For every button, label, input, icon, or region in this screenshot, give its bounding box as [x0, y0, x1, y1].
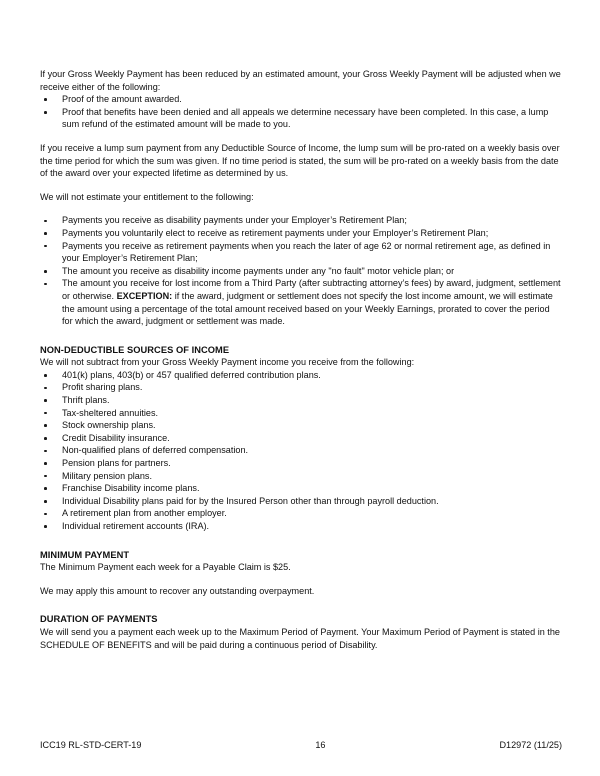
list-item-text: Individual Disability plans paid for by the Insured Person other than through payroll deduction. [62, 495, 439, 506]
spacer [40, 533, 562, 549]
bullet-icon [44, 487, 47, 490]
exception-label: EXCEPTION: [116, 290, 173, 301]
bullet-icon [44, 111, 47, 114]
bullet-icon [44, 475, 47, 478]
list-item [40, 457, 562, 470]
bullet-icon [44, 245, 47, 248]
non-deductible-lead: We will not subtract from your Gross Weekly Payment income you receive from the following: [40, 357, 415, 368]
section-heading-duration-of-payments: DURATION OF PAYMENTS [40, 614, 158, 625]
bullet-icon [44, 462, 47, 465]
spacer [40, 180, 562, 191]
list-item [40, 93, 562, 106]
list-item-text: Payments you receive as disability payments under your Employer’s Retirement Plan; [62, 215, 407, 226]
list-item-text: Non-qualified plans of deferred compensation. [62, 445, 249, 456]
footer-page-number: 16 [315, 740, 326, 750]
list-item [40, 265, 562, 278]
list-item-text: Pension plans for partners. [62, 458, 171, 469]
page-footer [40, 739, 562, 751]
list-item-text: The amount you receive as disability income payments under any "no fault" motor vehicle plan; or [62, 265, 455, 276]
list-item-text: Individual retirement accounts (IRA). [62, 521, 210, 531]
bullet-icon [44, 270, 47, 273]
minimum-payment-paragraph-2: We may apply this amount to recover any outstanding overpayment. [40, 585, 315, 596]
spacer [40, 131, 562, 142]
list-item-text: Profit sharing plans. [62, 382, 143, 393]
list-item-text: Proof that benefits have been denied and all appeals we determine necessary have been completed. In this case, a lump sum refund of the estimated amount will be made to you. [62, 106, 549, 130]
list-item [40, 495, 562, 508]
no-estimate-bullet-list [40, 214, 562, 327]
non-deductible-bullet-list [40, 369, 562, 533]
spacer [40, 597, 562, 613]
list-item-text: A retirement plan from another employer. [62, 508, 227, 519]
bullet-icon [44, 500, 47, 503]
list-item-text: Thrift plans. [62, 395, 110, 406]
list-item [40, 381, 562, 394]
spacer [40, 203, 562, 214]
bullet-icon [44, 374, 47, 377]
list-item-third-party [40, 277, 562, 327]
list-item-text: Credit Disability insurance. [62, 432, 170, 443]
bullet-icon [44, 412, 47, 415]
list-item-text: Franchise Disability income plans. [62, 483, 200, 494]
spacer [40, 328, 562, 344]
intro-paragraph: If your Gross Weekly Payment has been reduced by an estimated amount, your Gross Weekly Payment will be adjusted when we receive either of the following: [40, 69, 561, 92]
list-item [40, 394, 562, 407]
list-item [40, 106, 562, 131]
lump-sum-paragraph: If you receive a lump sum payment from any Deductible Source of Income, the lump sum will be pro-rated on a weekly basis over the time period for which the sum was given. If no time period is stated, the sum will be pro-rated on a weekly basis from the date of the award over your expected lifetime as determined by us. [40, 142, 560, 179]
list-item-text: Stock ownership plans. [62, 420, 156, 431]
footer-form-number: ICC19 RL-STD-CERT-19 [40, 740, 142, 750]
list-item [40, 432, 562, 445]
list-item-text: Tax-sheltered annuities. [62, 407, 159, 418]
duration-of-payments-paragraph: We will send you a payment each week up to the Maximum Period of Payment. Your Maximum Period of Payment is stated in the SCHEDULE OF BENEFITS and will be paid during a continuous period of Disability. [40, 626, 560, 650]
section-heading-minimum-payment: MINIMUM PAYMENT [40, 549, 130, 560]
list-item-text: Military pension plans. [62, 470, 152, 481]
list-item [40, 482, 562, 495]
bullet-icon [44, 525, 47, 528]
list-item-text-before: The amount you receive for lost income from a Third Party (after subtracting attorney’s fees) by award, judgment, settlement or otherwise. [62, 278, 561, 301]
page-content [40, 68, 562, 651]
list-item [40, 520, 562, 533]
list-item [40, 240, 562, 265]
list-item-text: Payments you receive as retirement payments when you reach the later of age 62 or normal retirement age, as defined in your Employer’s Retirement Plan; [62, 240, 551, 264]
list-item [40, 227, 562, 240]
list-item [40, 470, 562, 483]
bullet-icon [44, 283, 47, 286]
bullet-icon [44, 399, 47, 402]
bullet-icon [44, 387, 47, 390]
bullet-icon [44, 220, 47, 223]
minimum-payment-paragraph-1: The Minimum Payment each week for a Payable Claim is $25. [40, 562, 291, 573]
list-item-text-after: if the award, judgment or settlement does not specify the lost income amount, we will estimate the amount using a percentage of the total amount received based on your Weekly Earnings, prorated to cover the period for which the award, judgment or settlement was made. [62, 290, 553, 327]
bullet-icon [44, 437, 47, 440]
list-item [40, 407, 562, 420]
bullet-icon [44, 424, 47, 427]
bullet-icon [44, 232, 47, 235]
list-item [40, 419, 562, 432]
list-item [40, 369, 562, 382]
bullet-icon [44, 450, 47, 453]
list-item [40, 507, 562, 520]
spacer [40, 574, 562, 585]
section-heading-non-deductible: NON-DEDUCTIBLE SOURCES OF INCOME [40, 344, 230, 355]
bullet-icon [44, 513, 47, 516]
bullet-icon [44, 98, 47, 101]
intro-bullet-list [40, 93, 562, 131]
list-item-text: 401(k) plans, 403(b) or 457 qualified deferred contribution plans. [62, 369, 321, 380]
list-item [40, 214, 562, 227]
no-estimate-lead: We will not estimate your entitlement to the following: [40, 191, 254, 202]
footer-document-code: D12972 (11/25) [499, 740, 562, 750]
list-item-text: Payments you voluntarily elect to receive as retirement payments under your Employer’s Retirement Plan; [62, 227, 489, 238]
list-item [40, 444, 562, 457]
list-item-text: Proof of the amount awarded. [62, 94, 182, 105]
